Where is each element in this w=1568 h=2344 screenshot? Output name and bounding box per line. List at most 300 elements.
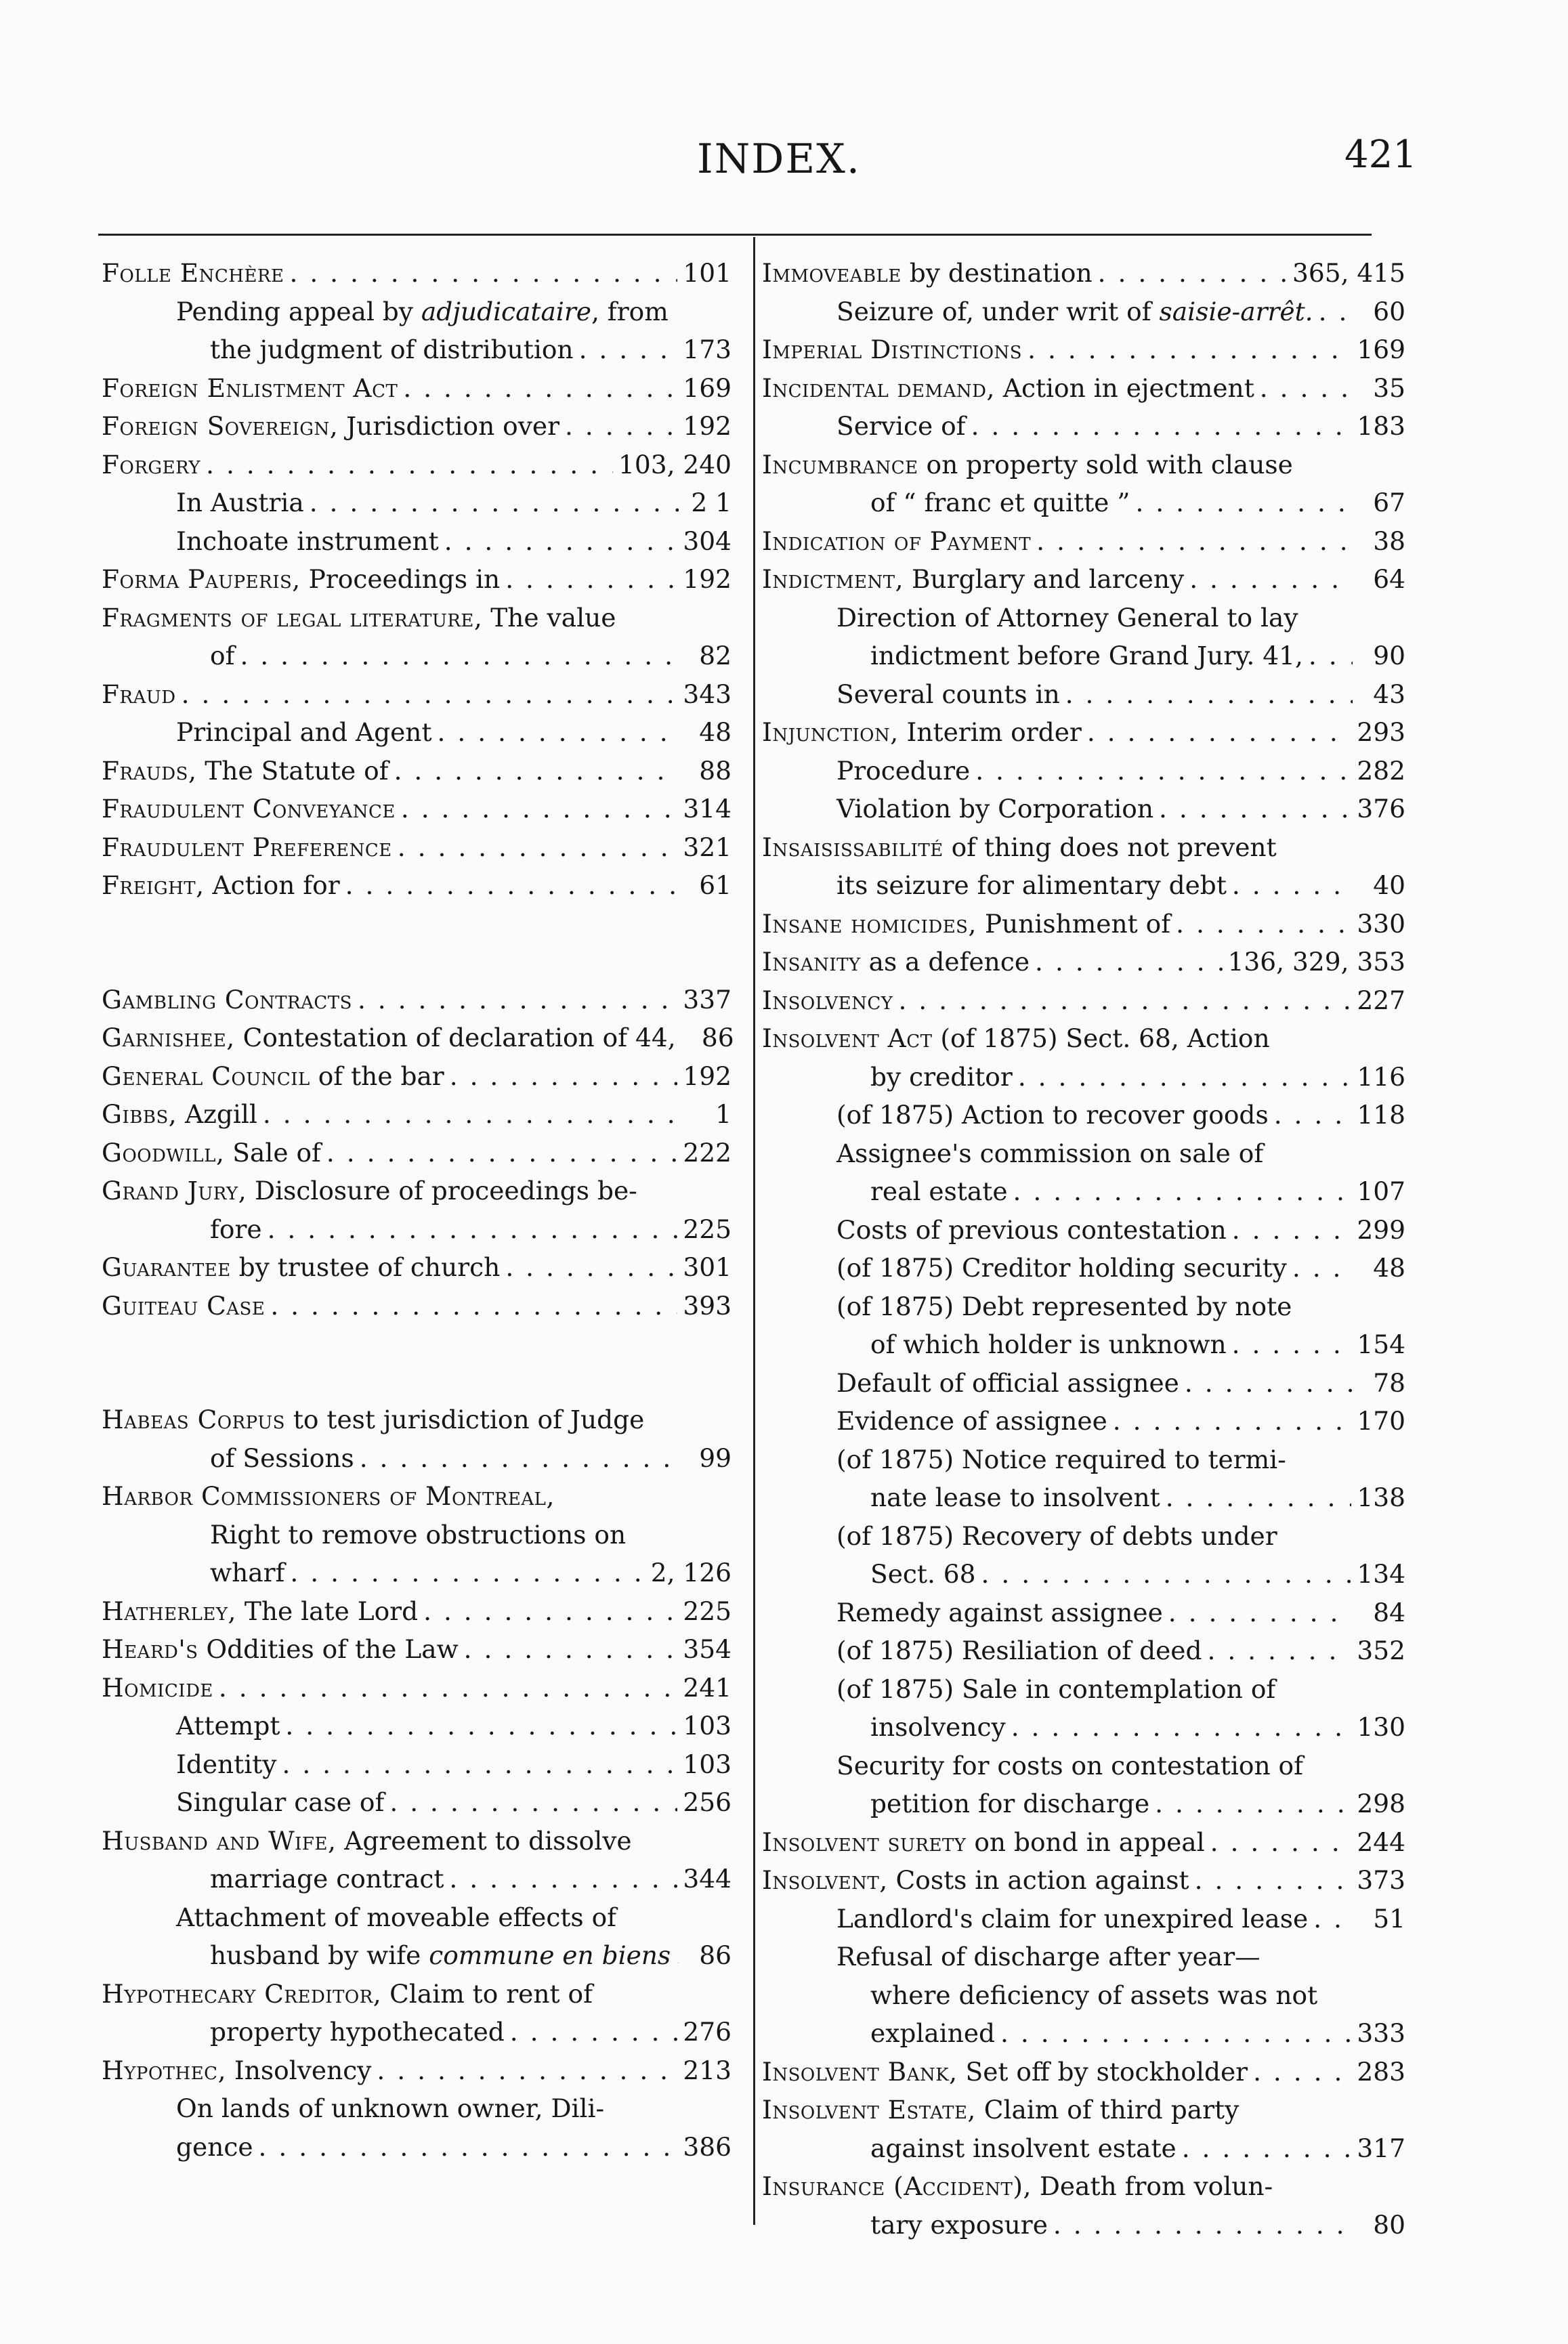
entry-text: [870, 1976, 1317, 2015]
entry-description: The value: [482, 602, 616, 633]
index-entry: [102, 981, 732, 1019]
entry-heading: Insaisissabilité: [762, 832, 944, 862]
index-entry: [102, 446, 732, 484]
index-subentry: [762, 2014, 1405, 2053]
leader-dots: [1036, 522, 1353, 561]
page-reference: 225: [683, 1214, 732, 1244]
entry-description: Procedure: [836, 755, 971, 786]
index-entry: [102, 1975, 732, 2013]
entry-text: [102, 599, 616, 637]
entry-text: [102, 1477, 555, 1516]
entry-description: fore: [210, 1214, 262, 1244]
entry-description: the judgment of distribution: [210, 335, 574, 364]
index-subentry: [762, 1976, 1405, 2015]
entry-text: [762, 1823, 1205, 1862]
entry-heading: Insolvent,: [762, 1865, 888, 1895]
index-entry: [762, 331, 1405, 369]
entry-text: [210, 1210, 262, 1249]
index-subentry: [762, 1632, 1405, 1670]
leader-dots: [263, 1095, 679, 1134]
entry-description: gence: [176, 2131, 253, 2162]
entry-description: Set off by stockholder: [957, 2056, 1248, 2087]
entry-heading: Forma Pauperis,: [102, 564, 301, 594]
entry-description: Jurisdiction over: [338, 411, 560, 441]
page-title: INDEX.: [697, 135, 861, 183]
page-reference: 84: [1373, 1597, 1405, 1627]
index-subentry: [102, 2128, 732, 2167]
leader-dots: [206, 446, 613, 484]
page-reference: 86: [699, 1940, 732, 1970]
index-entry: [102, 1822, 732, 1860]
leader-dots: [505, 560, 677, 599]
entry-text: [210, 1439, 354, 1478]
entry-description: Identity: [176, 1749, 277, 1779]
leader-dots: [403, 369, 677, 408]
entry-description: (of 1875) Action to recover goods: [836, 1100, 1269, 1130]
entry-text: [870, 1172, 1008, 1211]
entry-text: [836, 1402, 1107, 1441]
page-reference: 301: [683, 1252, 732, 1282]
entry-heading: Harbor Commissioners of Montreal,: [102, 1481, 555, 1511]
entry-text: [102, 675, 176, 714]
index-entry: [762, 828, 1405, 867]
entry-heading: Gambling Contracts: [102, 984, 352, 1015]
index-subentry: [102, 1439, 732, 1478]
column-divider: [753, 237, 755, 2225]
entry-text: [210, 1516, 626, 1554]
entry-text: [836, 1211, 1227, 1250]
index-entry: [762, 981, 1405, 1020]
leader-dots: [1155, 1785, 1351, 1823]
index-subentry: [102, 1745, 732, 1784]
leader-dots: [438, 713, 679, 752]
entry-text: [870, 1708, 1006, 1747]
section-gap: [102, 1325, 732, 1401]
page-reference: 276: [683, 2017, 732, 2047]
entry-text: [102, 407, 559, 446]
page-reference: 213: [683, 2055, 732, 2085]
entry-description: Several counts in: [836, 679, 1060, 709]
entry-text: [102, 1172, 637, 1210]
page-reference: 130: [1357, 1712, 1405, 1742]
page-reference: 343: [683, 679, 732, 709]
entry-heading: Insolvent Act: [762, 1023, 933, 1053]
entry-heading: Grand Jury,: [102, 1176, 247, 1206]
index-entry: [102, 1630, 732, 1669]
index-subentry: [102, 1783, 732, 1822]
index-entry: [762, 2091, 1405, 2129]
page-reference: 138: [1357, 1483, 1405, 1512]
index-entry: [102, 1287, 732, 1325]
index-subentry: [102, 331, 732, 369]
index-entry: [102, 369, 732, 408]
entry-description: Action for: [204, 870, 340, 900]
entry-description: (of 1875) Creditor holding security: [836, 1253, 1287, 1283]
entry-heading: Insolvency: [762, 985, 893, 1015]
index-subentry: [762, 407, 1405, 446]
entry-description: indictment before Grand Jury. 41,: [870, 641, 1303, 670]
leader-dots: [423, 1592, 677, 1631]
index-subentry: [102, 713, 732, 752]
entry-description: Attempt: [176, 1711, 280, 1741]
entry-text: [836, 1938, 1260, 1976]
page-reference: 244: [1357, 1827, 1405, 1857]
entry-text: [102, 1287, 265, 1325]
leader-dots: [358, 981, 677, 1019]
entry-description: of “ franc et quitte ”: [870, 488, 1130, 517]
entry-description: (of 1875) Notice required to termi-: [836, 1444, 1286, 1474]
index-entry: [762, 369, 1405, 408]
entry-description: as a defence: [860, 947, 1030, 977]
page-reference: 169: [683, 372, 732, 403]
entry-description: by destination: [901, 258, 1093, 288]
index-subentry: [762, 2206, 1405, 2244]
entry-description: (of 1875) Recovery of debts under: [836, 1520, 1277, 1551]
entry-text: [762, 446, 1293, 484]
entry-heading: Forgery: [102, 449, 201, 480]
entry-text: [102, 369, 398, 408]
index-subentry: [762, 1555, 1405, 1594]
leader-dots: [449, 1860, 677, 1898]
entry-text: [836, 1632, 1202, 1670]
entry-description: marriage contract: [210, 1864, 444, 1894]
page-reference: 354: [683, 1634, 732, 1664]
entry-description: its seizure for alimentary debt: [836, 870, 1227, 900]
index-subentry: [102, 1898, 732, 1937]
page-reference: 118: [1357, 1100, 1405, 1130]
entry-description: husband by wife commune en biens: [210, 1940, 671, 1970]
index-entry: [102, 828, 732, 867]
index-subentry: [762, 1594, 1405, 1632]
index-subentry: [762, 1478, 1405, 1517]
entry-description: Assignee's commission on sale of: [836, 1138, 1264, 1168]
page-reference: 2 1: [691, 488, 732, 517]
leader-dots: [360, 1439, 679, 1478]
entry-text: [762, 943, 1030, 981]
index-entry: [102, 790, 732, 828]
page-reference: 82: [699, 641, 732, 670]
entry-description: Costs of previous contestation: [836, 1214, 1227, 1245]
entry-description: Principal and Agent: [176, 717, 432, 747]
leader-dots: [1166, 1478, 1352, 1517]
entry-text: [762, 2167, 1273, 2206]
index-subentry: [762, 1364, 1405, 1403]
entry-text: [762, 254, 1093, 293]
page-reference: 48: [699, 717, 732, 747]
leader-dots: [1013, 1172, 1352, 1211]
leader-dots: [270, 1287, 677, 1325]
entry-description: (of 1875) Resiliation of deed: [836, 1636, 1202, 1665]
index-subentry: [762, 1287, 1405, 1326]
leader-dots: [1087, 713, 1352, 752]
page-reference: 67: [1373, 488, 1405, 517]
entry-description: Right to remove obstructions on: [210, 1519, 627, 1550]
index-subentry: [762, 1670, 1405, 1709]
leader-dots: [377, 2051, 677, 2090]
page-reference: 60: [1373, 296, 1405, 326]
index-subentry: [102, 2089, 732, 2128]
page-reference: 293: [1357, 717, 1405, 747]
index-subentry: [762, 1785, 1405, 1823]
entry-description: Claim to rent of: [381, 1978, 593, 2009]
leader-dots: [1195, 1861, 1352, 1900]
entry-description: Oddities of the Law: [198, 1634, 459, 1664]
entry-heading: General Council: [102, 1061, 310, 1091]
leader-dots: [1135, 484, 1353, 522]
entry-text: [176, 1783, 384, 1822]
index-entry: [762, 1823, 1405, 1862]
index-subentry: [762, 1058, 1405, 1096]
index-subentry: [762, 599, 1405, 637]
leader-dots: [1053, 2206, 1353, 2244]
entry-text: [210, 1860, 444, 1898]
entry-text: [870, 1058, 1013, 1096]
index-entry: [762, 2167, 1405, 2206]
leader-dots: [1189, 560, 1353, 599]
entry-description: on bond in appeal: [966, 1827, 1205, 1857]
leader-dots: [1000, 2014, 1351, 2053]
entry-description: Sect. 68: [870, 1559, 976, 1589]
entry-description: Direction of Attorney General to lay: [836, 602, 1298, 633]
page-reference: 38: [1373, 526, 1405, 556]
index-subentry: [762, 1096, 1405, 1134]
entry-text: [836, 1900, 1308, 1938]
entry-description: nate lease to insolvent: [870, 1483, 1160, 1512]
entry-description: insolvency: [870, 1712, 1006, 1742]
page-reference: 321: [683, 832, 732, 862]
entry-text: [870, 2206, 1048, 2244]
entry-text: [102, 752, 389, 790]
leader-dots: [971, 407, 1352, 446]
leader-dots: [1210, 1823, 1352, 1862]
leader-dots: [464, 1630, 678, 1669]
index-subentry: [762, 1211, 1405, 1250]
index-subentry: [102, 1210, 732, 1249]
page-reference: 386: [683, 2131, 732, 2162]
index-subentry: [762, 484, 1405, 522]
entry-text: [102, 1630, 459, 1669]
index-subentry: [762, 293, 1405, 331]
index-column-right: [762, 254, 1405, 2244]
leader-dots: [310, 484, 679, 522]
leader-dots: [219, 1669, 678, 1707]
leader-dots: [345, 866, 679, 905]
entry-text: [102, 1057, 444, 1096]
entry-text: [102, 1401, 644, 1439]
page-reference: 298: [1357, 1789, 1405, 1818]
entry-text: [102, 1669, 213, 1707]
page-reference: 78: [1373, 1367, 1405, 1398]
entry-text: [762, 560, 1184, 599]
entry-text: [836, 1517, 1277, 1556]
leader-dots: [1113, 1402, 1352, 1441]
entry-heading: Hypothec,: [102, 2055, 226, 2085]
page-reference: 48: [1373, 1253, 1405, 1283]
leader-dots: [240, 637, 679, 675]
entry-heading: Indication of Payment: [762, 526, 1032, 556]
entry-heading: Husband and Wife,: [102, 1825, 337, 1856]
index-subentry: [762, 1708, 1405, 1747]
leader-dots: [1159, 790, 1351, 828]
leader-dots: [510, 2013, 678, 2051]
entry-heading: Garnishee,: [102, 1023, 235, 1052]
leader-dots: [1232, 1211, 1352, 1250]
index-entry: [102, 407, 732, 446]
index-entry: [762, 1861, 1405, 1900]
page-reference: 365, 415: [1292, 258, 1405, 288]
entry-description: On lands of unknown owner, Dili-: [176, 2093, 605, 2123]
leader-dots: [1319, 293, 1353, 331]
page-reference: 51: [1373, 1903, 1405, 1934]
index-subentry: [762, 2129, 1405, 2168]
entry-text: [176, 522, 439, 561]
leader-dots: [1274, 1096, 1352, 1134]
page-reference: 169: [1357, 335, 1405, 364]
page-reference: 192: [683, 411, 732, 441]
leader-dots: [1232, 1325, 1352, 1364]
page-reference: 61: [699, 870, 732, 900]
entry-description: Seizure of, under writ of saisie-arrêt.: [836, 296, 1313, 326]
entry-description: of thing does not prevent: [943, 832, 1277, 862]
entry-description: Action in ejectment: [994, 372, 1254, 403]
index-entry: [102, 599, 732, 637]
index-entry: [762, 560, 1405, 599]
index-entry: [762, 713, 1405, 752]
index-subentry: [762, 1325, 1405, 1364]
index-subentry: [102, 293, 732, 331]
entry-description: Insolvency: [226, 2055, 372, 2085]
entry-heading: Fraudulent Conveyance: [102, 794, 396, 824]
entry-heading: Insolvent Estate,: [762, 2095, 976, 2125]
entry-description: (of 1875) Sect. 68, Action: [932, 1023, 1270, 1053]
page-reference: 2, 126: [650, 1558, 732, 1587]
index-subentry: [102, 2013, 732, 2051]
entry-description: Claim of third party: [975, 2095, 1239, 2125]
page-reference: 256: [683, 1787, 732, 1817]
leader-dots: [1185, 1364, 1353, 1403]
entry-heading: Fraud: [102, 679, 176, 709]
entry-text: [102, 828, 392, 867]
index-subentry: [762, 1134, 1405, 1173]
entry-description: The late Lord: [236, 1596, 419, 1626]
index-entry: [102, 1172, 732, 1210]
index-entry: [762, 254, 1405, 293]
page-reference: 136, 329, 353: [1227, 947, 1405, 977]
page-reference: 344: [683, 1864, 732, 1894]
index-subentry: [762, 752, 1405, 790]
entry-heading: Frauds,: [102, 755, 197, 786]
entry-text: [836, 1670, 1275, 1709]
entry-text: [836, 1134, 1263, 1173]
index-entry: [102, 560, 732, 599]
entry-description: In Austria: [176, 488, 304, 517]
entry-text: [836, 1364, 1179, 1403]
page-reference: 107: [1357, 1176, 1405, 1206]
page-reference: 101: [683, 258, 732, 288]
entry-heading: Immoveable: [762, 258, 902, 288]
entry-description: Refusal of discharge after year—: [836, 1942, 1260, 1972]
entry-heading: Insolvent Bank,: [762, 2056, 958, 2087]
entry-text: [836, 599, 1298, 637]
entry-text: [836, 1594, 1163, 1632]
page-reference: 337: [683, 984, 732, 1015]
entry-text: [870, 637, 1303, 675]
entry-text: [210, 1936, 671, 1975]
index-entry: [102, 1669, 732, 1707]
entry-text: [102, 1248, 500, 1287]
index-subentry: [102, 1707, 732, 1745]
leader-dots: [975, 752, 1351, 790]
page-reference: 393: [683, 1290, 732, 1321]
entry-text: [762, 331, 1022, 369]
entry-text: [836, 1747, 1303, 1785]
index-subentry: [762, 1517, 1405, 1556]
page-reference: 373: [1357, 1865, 1405, 1895]
entry-description: Death from volun-: [1031, 2171, 1273, 2201]
index-entry: [102, 1095, 732, 1134]
index-entry: [102, 1134, 732, 1172]
entry-heading: Guarantee: [102, 1252, 231, 1282]
index-entry: [102, 2051, 732, 2090]
entry-text: [176, 713, 432, 752]
entry-text: [102, 560, 500, 599]
index-entry: [102, 1248, 732, 1287]
entry-description: Attachment of moveable effects of: [176, 1902, 617, 1932]
page-reference: 1: [715, 1099, 732, 1129]
leader-dots: [1292, 1249, 1353, 1287]
page-reference: 241: [683, 1672, 732, 1703]
index-subentry: [762, 866, 1405, 905]
index-subentry: [762, 1900, 1405, 1938]
index-entry: [762, 2053, 1405, 2091]
leader-dots: [259, 2128, 678, 2167]
entry-text: [870, 1325, 1227, 1364]
entry-heading: Hypothecary Creditor,: [102, 1978, 382, 2009]
index-column-left: [102, 254, 732, 2166]
page-reference: 314: [683, 794, 732, 824]
entry-description: Default of official assignee: [836, 1367, 1179, 1398]
index-subentry: [762, 1938, 1405, 1976]
entry-text: [762, 2091, 1239, 2129]
entry-text: [176, 2089, 604, 2128]
entry-text: [176, 484, 304, 522]
entry-description: tary exposure: [870, 2209, 1048, 2240]
page-reference: 333: [1357, 2018, 1405, 2048]
entry-text: [836, 790, 1153, 828]
index-subentry: [762, 790, 1405, 828]
leader-dots: [1018, 1058, 1352, 1096]
entry-heading: Imperial Distinctions: [762, 335, 1023, 364]
leader-dots: [290, 1554, 645, 1592]
entry-text: [102, 254, 284, 293]
index-subentry: [762, 675, 1405, 714]
leader-dots: [1260, 369, 1353, 408]
entry-description: Service of: [836, 411, 966, 441]
page-reference: 103: [683, 1711, 732, 1741]
entry-text: [836, 1249, 1287, 1287]
leader-dots: [1207, 1632, 1351, 1670]
leader-dots: [1011, 1708, 1352, 1747]
page-reference: 227: [1357, 985, 1405, 1015]
index-subentry: [762, 637, 1405, 675]
entry-description: Disclosure of proceedings be-: [247, 1176, 637, 1206]
entry-description: Proceedings in: [300, 564, 501, 594]
entry-text: [836, 675, 1060, 714]
entry-text: [176, 1707, 280, 1745]
index-entry: [102, 752, 732, 790]
entry-description: where deficiency of assets was not: [870, 1980, 1318, 2010]
leader-dots: [398, 828, 678, 867]
